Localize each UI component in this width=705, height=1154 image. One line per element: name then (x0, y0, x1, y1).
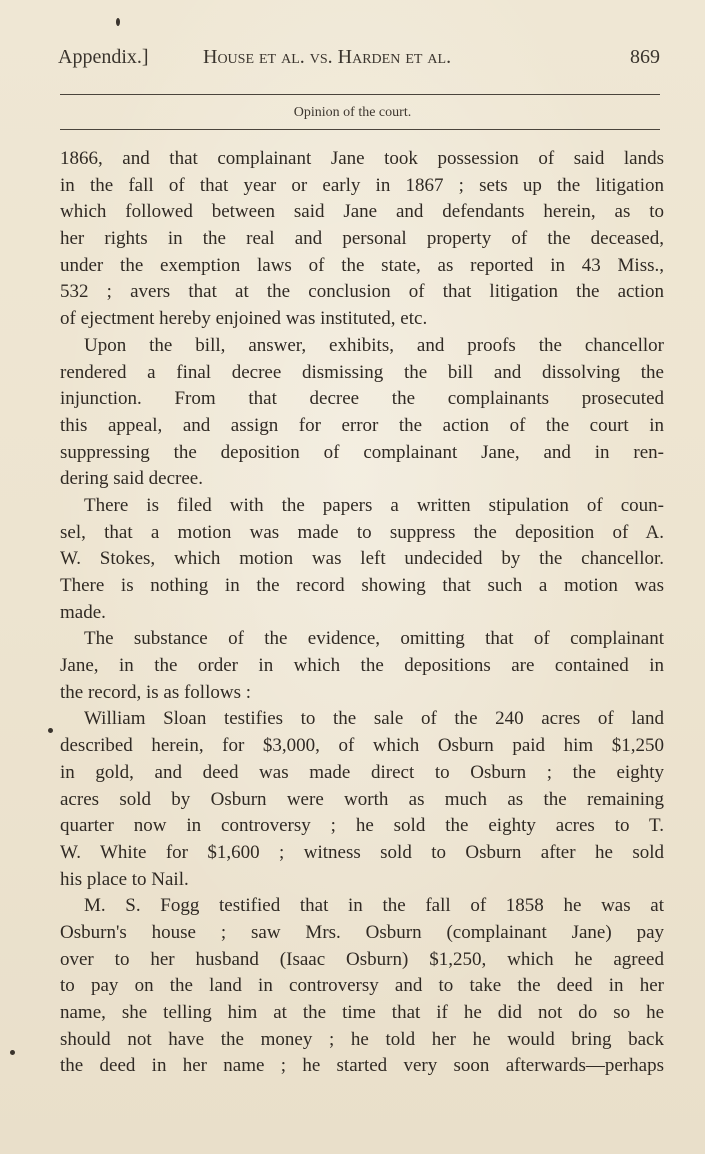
text-line: should not have the money ; he told her he would bring back (60, 1028, 664, 1050)
text-line: W. Stokes, which motion was left undecided by the chancellor. (60, 548, 664, 570)
text-line: the deed in her name ; he started very soon afterwards—perhaps (60, 1055, 664, 1077)
text-line: under the exemption laws of the state, as reported in 43 Miss., (60, 254, 664, 276)
text-line: quarter now in controversy ; he sold the eighty acres to T. (60, 815, 664, 837)
bottom-rule (60, 129, 660, 130)
text-line: Osburn's house ; saw Mrs. Osburn (complainant Jane) pay (60, 921, 664, 943)
text-line: this appeal, and assign for error the action of the court in (60, 414, 664, 436)
text-line: the record, is as follows : (60, 681, 252, 703)
running-head (58, 46, 660, 76)
text-line: 532 ; avers that at the conclusion of that litigation the action (60, 281, 664, 303)
text-line: injunction. From that decree the complainants prosecuted (60, 388, 664, 410)
ink-speck (48, 728, 53, 733)
text-line: name, she telling him at the time that if he did not do so he (60, 1002, 664, 1023)
top-rule (60, 94, 660, 95)
ink-speck (10, 1050, 15, 1055)
header-left: Appendix.] (58, 46, 149, 68)
text-line: made. (60, 601, 106, 623)
header-case-title: House et al. vs. Harden et al. (203, 46, 452, 68)
text-line: his place to Nail. (60, 868, 189, 890)
text-line: M. S. Fogg testified that in the fall of 1858 he was at (84, 895, 664, 917)
text-line: William Sloan testifies to the sale of the 240 acres of land (84, 708, 664, 730)
text-line: described herein, for $3,000, of which Osburn paid him $1,250 (60, 735, 664, 757)
text-line: which followed between said Jane and defendants herein, as to (60, 201, 664, 223)
ink-speck (116, 18, 120, 26)
text-line: her rights in the real and personal property of the deceased, (60, 228, 664, 250)
text-line: of ejectment hereby enjoined was instituted, etc. (60, 308, 428, 330)
text-line: to pay on the land in controversy and to take the deed in her (60, 975, 664, 997)
section-title: Opinion of the court. (293, 105, 412, 120)
text-line: suppressing the deposition of complainant Jane, and in ren- (60, 441, 664, 463)
body-text (60, 146, 664, 1080)
text-line: 1866, and that complainant Jane took possession of said lands (60, 148, 664, 169)
text-line: Jane, in the order in which the depositions are contained in (60, 655, 664, 677)
text-line: dering said decree. (60, 468, 203, 490)
text-line: The substance of the evidence, omitting that of complainant (84, 628, 664, 650)
page-number: 869 (630, 46, 660, 68)
text-line: rendered a final decree dismissing the bill and dissolving the (60, 361, 664, 383)
text-line: Upon the bill, answer, exhibits, and proofs the chancellor (84, 334, 664, 356)
text-line: in the fall of that year or early in 1867 ; sets up the litigation (60, 174, 664, 196)
text-line: There is filed with the papers a written stipulation of coun- (84, 494, 664, 516)
text-line: acres sold by Osburn were worth as much as the remaining (60, 788, 664, 810)
text-line: W. White for $1,600 ; witness sold to Osburn after he sold (60, 841, 664, 863)
text-line: There is nothing in the record showing that such a motion was (60, 575, 664, 596)
text-line: over to her husband (Isaac Osburn) $1,250, which he agreed (60, 948, 664, 970)
text-line: sel, that a motion was made to suppress the deposition of A. (60, 521, 664, 543)
text-line: in gold, and deed was made direct to Osburn ; the eighty (60, 761, 664, 783)
